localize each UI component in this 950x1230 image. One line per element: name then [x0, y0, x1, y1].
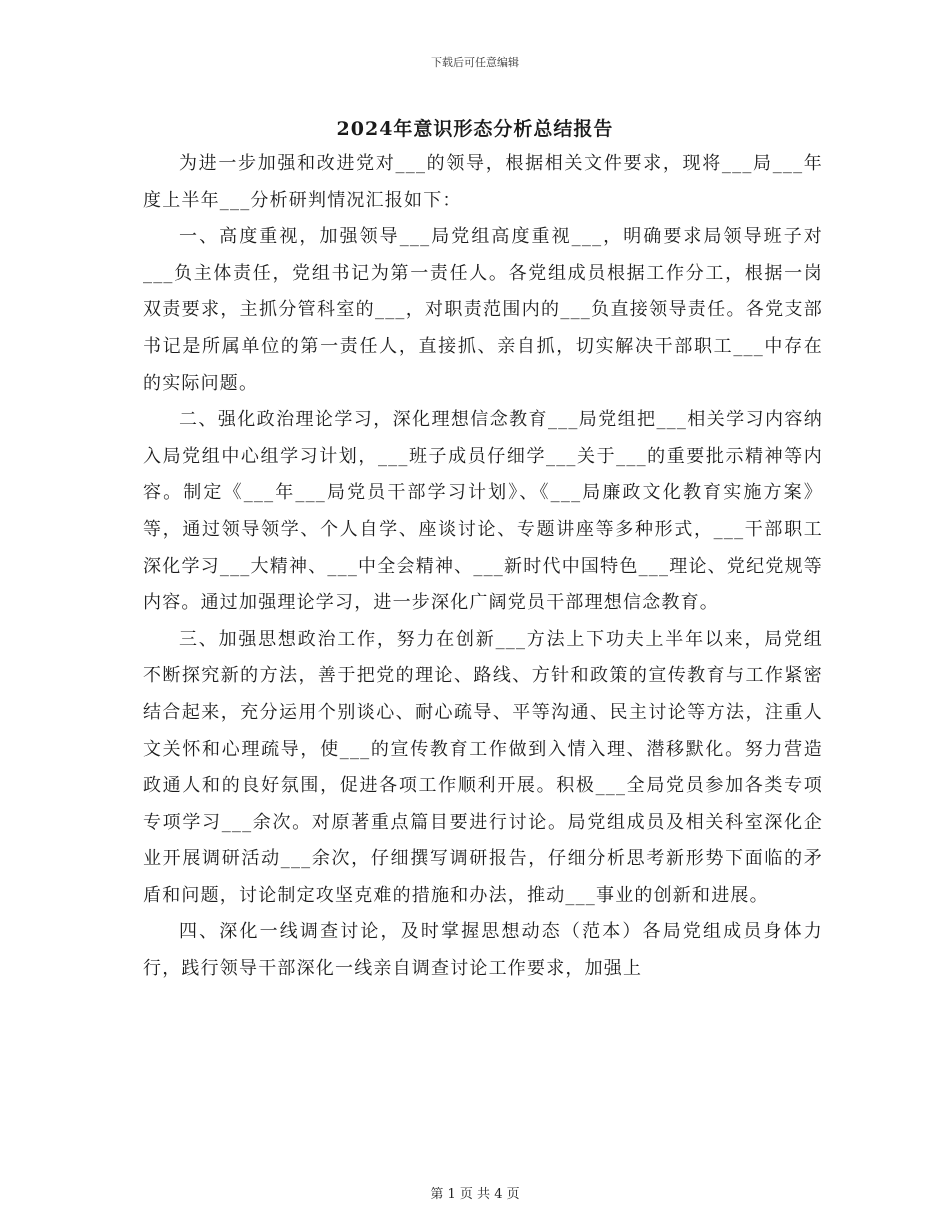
document-title: 2024年意识形态分析总结报告 — [336, 118, 614, 140]
paragraph-section-3: 三、加强思想政治工作，努力在创新___方法上下功夫上半年以来，局党组不断探究新的方法，善于把党的理论、路线、方针和政策的宣传教育与工作紧密结合起来，充分运用个别谈心、耐心疏导、平等沟通、民主讨论等方法，注重人文关怀和心理疏导，使___的宣传教育工作做到入情入理、潜移默化。努力营造政通人和的良好氛围，促进各项工作顺利开展。积极___全局党员参加各类专项专项学习___余次。对原著重点篇目要进行讨论。局党组成员及相关科室深化企业开展调研活动___余次，仔细撰写调研报告，仔细分析思考新形势下面临的矛盾和问题，讨论制定攻坚克难的措施和办法，推动___事业的创新和进展。 — [143, 628, 823, 906]
paragraph-section-1: 一、高度重视，加强领导___局党组高度重视___，明确要求局领导班子对___负主体责任，党组书记为第一责任人。各党组成员根据工作分工，根据一岗双责要求，主抓分管科室的___，对职责范围内的___负直接领导责任。各党支部书记是所属单位的第一责任人，直接抓、亲自抓，切实解决干部职工___中存在的实际问题。 — [143, 226, 823, 394]
paragraph-section-4: 四、深化一线调查讨论，及时掌握思想动态（范本）各局党组成员身体力行，践行领导干部深化一线亲自调查讨论工作要求，加强上 — [143, 921, 823, 980]
paragraph-intro: 为进一步加强和改进党对___的领导，根据相关文件要求，现将___局___年度上半年___分析研判情况汇报如下： — [143, 153, 823, 211]
document-body — [143, 146, 823, 988]
page-header-note: 下载后可任意编辑 — [431, 56, 519, 69]
page-number-footer: 第 1 页 共 4 页 — [430, 1187, 520, 1202]
paragraph-section-2: 二、强化政治理论学习，深化理想信念教育___局党组把___相关学习内容纳入局党组中心组学习计划，___班子成员仔细学___关于___的重要批示精神等内容。制定《___年___局党员干部学习计划》、《___局廉政文化教育实施方案》等，通过领导领学、个人自学、座谈讨论、专题讲座等多种形式，___干部职工深化学习___大精神、___中全会精神、___新时代中国特色___理论、党纪党规等内容。通过加强理论学习，进一步深化广阔党员干部理想信念教育。 — [143, 409, 823, 614]
